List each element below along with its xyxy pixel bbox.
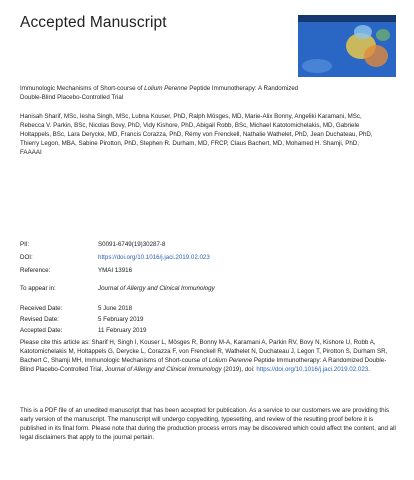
citation-paragraph: Please cite this article as: Sharif H, Singh I, Kouser L, Mösges R, Bonny M-A, Karamani A, Parkin RV, Bovy N, Kishore U, Robb A, Katotomichelakis M, Holtappels G, Derycke L, Corazza F, von Frenckell R, Wathelet N, Duchateau J, Legon T, Pirotton S, Durham SR, Bachert C, Shamji MH, Immunologic Mechanisms of Short-course of Lolium Perenne Peptide Immunotherapy: A Randomized Double-Blind Placebo-Controlled Trial, Journal of Allergy and Clinical Immunology (2019), doi: https://doi.org/10.1016/j.jaci.2019.02.023.: [20, 339, 388, 373]
cover-art-lower: [302, 59, 332, 73]
appear-label: To appear in:: [20, 285, 56, 292]
cover-art-green: [376, 29, 390, 41]
accepted-label: Accepted Date:: [20, 327, 63, 334]
pii-label: PII:: [20, 241, 30, 248]
cover-band: [298, 15, 396, 22]
reference-value: YMAI 13916: [98, 267, 133, 274]
article-title: Immunologic Mechanisms of Short-course of Lolium Perenne Peptide Immunotherapy: A Randomized Double-Blind Placebo-Controlled Trial: [20, 85, 299, 101]
doi-label: DOI:: [20, 254, 33, 261]
citation-doi-link[interactable]: https://doi.org/10.1016/j.jaci.2019.02.023: [256, 366, 369, 373]
received-value: 5 June 2018: [98, 305, 133, 312]
received-label: Received Date:: [20, 305, 63, 312]
revised-label: Revised Date:: [20, 316, 59, 323]
journal-name: Journal of Allergy and Clinical Immunology: [98, 285, 215, 292]
cover-art-light: [354, 25, 372, 39]
manuscript-notice: This is a PDF file of an unedited manuscript that has been accepted for publication. As a service to our customers we are providing this early version of the manuscript. The manuscript will undergo copyediting, typesetting, and review of the resulting proof before it is published in its final form. Please note that during the production process errors may be discovered which could affect the content, and all legal disclaimers that apply to the journal pertain.: [20, 407, 396, 441]
accepted-value: 11 February 2019: [98, 327, 147, 334]
doi-link[interactable]: https://doi.org/10.1016/j.jaci.2019.02.023: [98, 254, 210, 261]
page-heading: Accepted Manuscript: [20, 14, 167, 31]
reference-label: Reference:: [20, 267, 51, 274]
cover-art-orange: [364, 45, 388, 67]
pii-value: S0091-6749(19)30287-8: [98, 241, 166, 248]
author-list: Hanisah Sharif, MSc, Iesha Singh, MSc, Lubna Kouser, PhD, Ralph Mösges, MD, Marie-Alix Bonny, Angeliki Karamani, MSc, Rebecca V. Parkin, BSc, Nicolas Bovy, PhD, Vidy Kishore, PhD, Abigail Robb, BSc, Michael Katotomichelakis, MD, Gabriele Holtappels, BSc, Lara Derycke, MD, Francis Corazza, PhD, Rémy von Frenckell, Nathalie Wathelet, PhD, Jean Duchateau, PhD, Thierry Legon, MBA, Sabine Pirotton, PhD, Stephen R. Durham, MD, FRCP, Claus Bachert, MD, Mohamed H. Shamji, PhD, FAAAAI: [20, 113, 373, 156]
journal-cover-image: [298, 15, 396, 77]
revised-value: 5 February 2019: [98, 316, 144, 323]
